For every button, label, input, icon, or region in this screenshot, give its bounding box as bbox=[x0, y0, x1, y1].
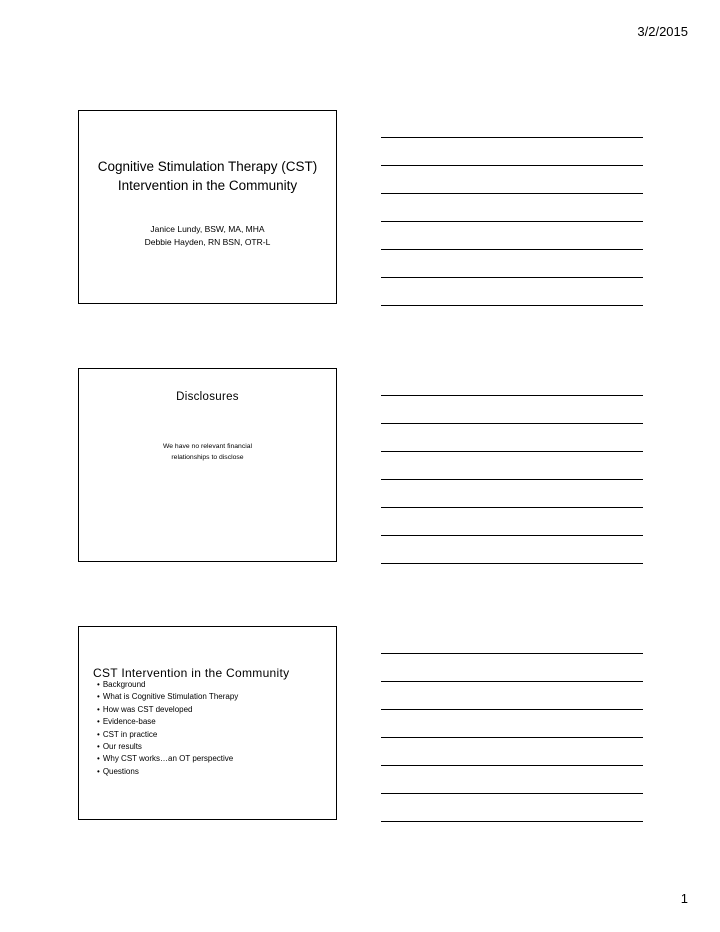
note-line bbox=[381, 507, 643, 508]
list-item: • How was CST developed bbox=[97, 704, 238, 716]
note-line bbox=[381, 221, 643, 222]
slide-body-line: relationships to disclose bbox=[171, 454, 244, 461]
note-line bbox=[381, 305, 643, 306]
list-item: • Why CST works…an OT perspective bbox=[97, 753, 238, 765]
note-line bbox=[381, 423, 643, 424]
note-line bbox=[381, 765, 643, 766]
print-date: 3/2/2015 bbox=[637, 24, 688, 39]
list-item: • Questions bbox=[97, 766, 238, 778]
list-item: • Our results bbox=[97, 741, 238, 753]
note-line bbox=[381, 249, 643, 250]
note-line bbox=[381, 479, 643, 480]
list-item: • CST in practice bbox=[97, 729, 238, 741]
author-name: Debbie Hayden, RN BSN, OTR-L bbox=[144, 237, 271, 247]
slide-thumbnail-title bbox=[78, 110, 337, 304]
slide-thumbnail-outline bbox=[78, 626, 337, 820]
note-line bbox=[381, 821, 643, 822]
note-line bbox=[381, 193, 643, 194]
note-line bbox=[381, 709, 643, 710]
note-line bbox=[381, 535, 643, 536]
list-item: • Background bbox=[97, 679, 238, 691]
note-line bbox=[381, 681, 643, 682]
note-line bbox=[381, 137, 643, 138]
list-item: • Evidence-base bbox=[97, 716, 238, 728]
slide-title: Disclosures bbox=[176, 391, 239, 403]
list-item: • What is Cognitive Stimulation Therapy bbox=[97, 691, 238, 703]
slide-title bbox=[79, 157, 336, 195]
slide-title: CST Intervention in the Community bbox=[93, 666, 290, 680]
note-line bbox=[381, 793, 643, 794]
note-line bbox=[381, 451, 643, 452]
slide-authors bbox=[79, 223, 336, 249]
note-line bbox=[381, 563, 643, 564]
slide-title-line: Intervention in the Community bbox=[117, 178, 298, 193]
note-line bbox=[381, 277, 643, 278]
author-name: Janice Lundy, BSW, MA, MHA bbox=[150, 224, 265, 234]
note-line bbox=[381, 737, 643, 738]
note-line bbox=[381, 395, 643, 396]
note-line bbox=[381, 653, 643, 654]
slide-body-line: We have no relevant financial bbox=[162, 443, 253, 450]
note-line bbox=[381, 165, 643, 166]
page-number: 1 bbox=[680, 891, 688, 906]
slide-body bbox=[79, 441, 336, 463]
bullet-list bbox=[97, 679, 238, 778]
slide-thumbnail-disclosures bbox=[78, 368, 337, 562]
slide-title-line: Cognitive Stimulation Therapy (CST) bbox=[97, 159, 318, 174]
